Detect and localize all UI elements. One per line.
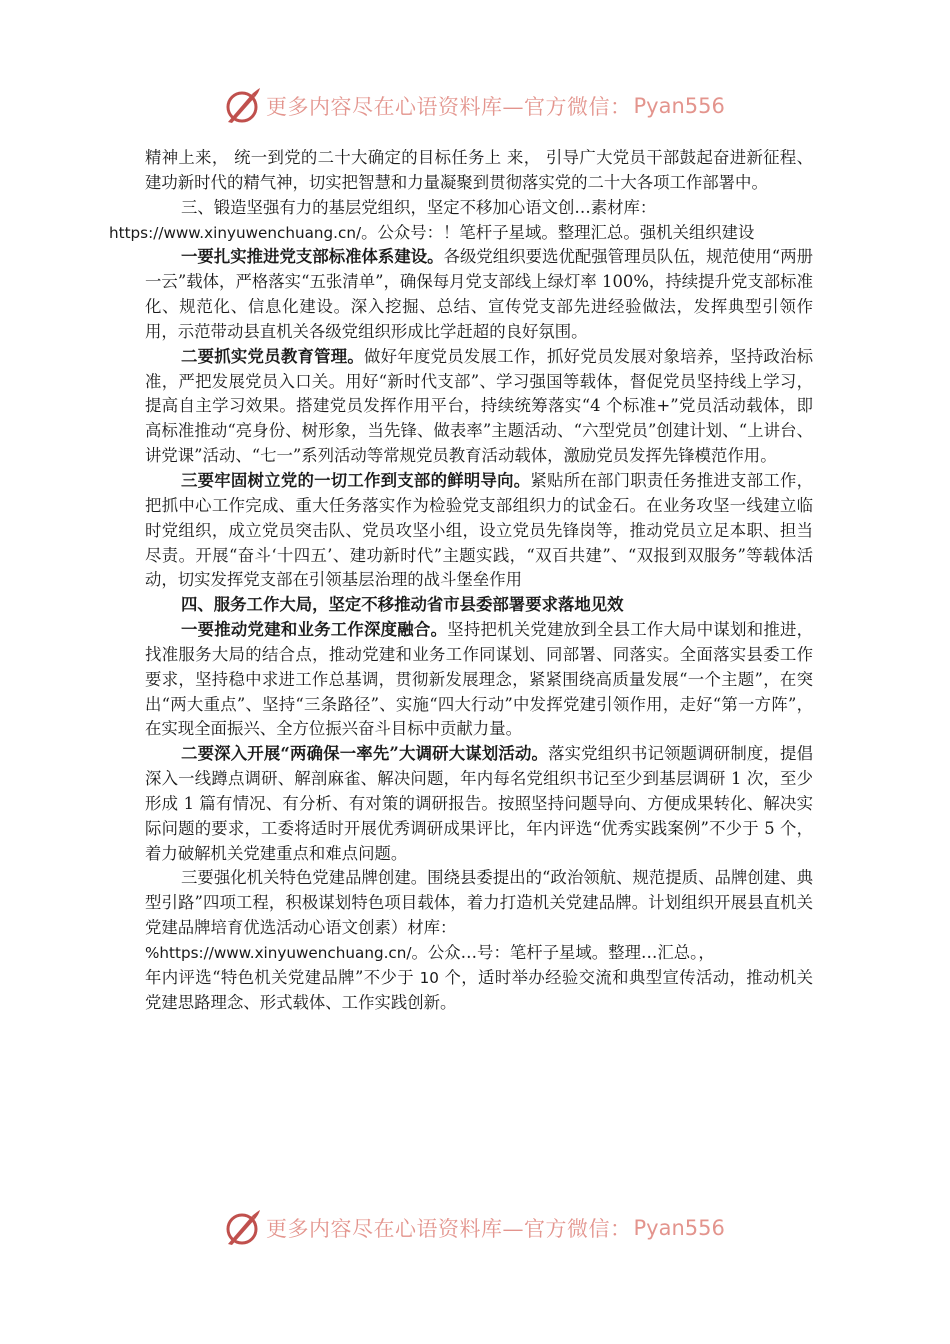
watermark-wechat-id: Pyan556 [633, 1216, 725, 1240]
source-url-2: %https://www.xinyuwenchuang.cn/ [145, 944, 412, 962]
paragraph-branch-standard: 一要扎实推进党支部标准体系建设。各级党组织要选优配强管理员队伍，规范使用“两册一云”载体，严格落实“五张清单”，确保每月党支部线上绿灯率 100%，持续提升党支部标准化、规范化、信息化建设。深入挖掘、总结、宣传党支部先进经验做法，发挥典型引领作用，示范带动县直机关各级党组织形成比学赶超的良好氛围。 [145, 247, 813, 341]
watermark-text: 更多内容尽在心语资料库—官方微信： [266, 1217, 632, 1241]
document-body [109, 146, 814, 1016]
watermark-text: 更多内容尽在心语资料库—官方微信： [266, 95, 632, 119]
paragraph-research: 二要深入开展“两确保一率先”大调研大谋划活动。落实党组织书记领题调研制度，提倡深入一线蹲点调研、解剖麻雀、解决问题，年内每名党组织书记至少到基层调研 1 次，至少形成 1 篇有情况、有分析、有对策的调研报告。按照坚持问题导向、方便成果转化、解决实际问题的要求，工委将适时开展优秀调研成果评比，年内评选“优秀实践案例”不少于 5 个，着力破解机关党建重点和难点问题。 [145, 744, 813, 863]
quill-logo-icon [222, 86, 262, 126]
quill-logo-icon [222, 1208, 262, 1248]
paragraph-branch-orientation: 三要牢固树立党的一切工作到支部的鲜明导向。紧贴所在部门职责任务推进支部工作，把抓中心工作完成、重大任务落实作为检验党支部组织力的试金石。在业务攻坚一线建立临时党组织，成立党员突击队、党员攻坚小组，设立党员先锋岗等，推动党员立足本职、担当尽责。开展“奋斗‘十四五’、建功新时代”主题实践，“双百共建”、“双报到双服务”等载体活动，切实发挥党支部在引领基层治理的战斗堡垒作用 [145, 470, 814, 590]
paragraph-1: 精神上来， 统一到党的二十大确定的目标任务上 来， 引导广大党员干部鼓起奋进新征程、 建功新时代的精气神，切实把智慧和力量凝聚到贯彻落实党的二十大各项工作部署中。 [145, 148, 813, 192]
paragraph-member-education: 二要抓实党员教育管理。做好年度党员发展工作，抓好党员发展对象培养，坚持政治标准，严把发展党员入口关。用好“新时代支部”、学习强国等载体，督促党员坚持线上学习，提高自主学习效果。搭建党员发挥作用平台，持续统筹落实“4 个标准+”党员活动载体，即高标准推动“亮身份、树形象，当先锋、做表率”主题活动、“六型党员”创建计划、“上讲台、讲党课”活动、“七一”系列活动等常规党员教育活动载体，激励党员发挥先锋模范作用。 [145, 346, 814, 466]
section-heading-4: 四、服务工作大局，坚定不移推动省市县委部署要求落地见效 [181, 595, 624, 615]
section-heading-3: 三、锻造坚强有力的基层党组织，坚定不移加心语文创…素材库： https://www.xinyuwenchuang.cn/。公众号：！笔杆子星域。整理汇总。强机关组织建设 [109, 197, 755, 242]
watermark-wechat-id: Pyan556 [633, 94, 725, 118]
watermark-footer [222, 1208, 725, 1248]
paragraph-party-business: 一要推动党建和业务工作深度融合。坚持把机关党建放到全县工作大局中谋划和推进，找准服务大局的结合点，推动党建和业务工作同谋划、同部署、同落实。全面落实县委工作要求，坚持稳中求进工作总基调，贯彻新发展理念，紧紧围绕高质量发展“一个主题”，在突出“两大重点”、坚持“三条路径”、实施“四大行动”中发挥党建引领作用，走好“第一方阵”，在实现全面振兴、全方位振兴奋斗目标中贡献力量。 [145, 620, 814, 739]
watermark-header [222, 86, 725, 126]
source-url: https://www.xinyuwenchuang.cn/ [109, 223, 362, 242]
paragraph-brand: 三要强化机关特色党建品牌创建。围绕县委提出的“政治领航、规范提质、品牌创建、典型引路”四项工程，积极谋划特色项目载体，着力打造机关党建品牌。计划组织开展县直机关党建品牌培育优选活动心语文创素）材库： %https://www.xinyuwenchuang.cn/。公众…号：笔杆子星域。整理…汇总。， 年内评选“特色机关党建品牌”不少于 10 个，适时举办经验交流和典型宣传活动，推动机关党建思路理念、形式载体、工作实践创新。 [145, 868, 813, 1012]
